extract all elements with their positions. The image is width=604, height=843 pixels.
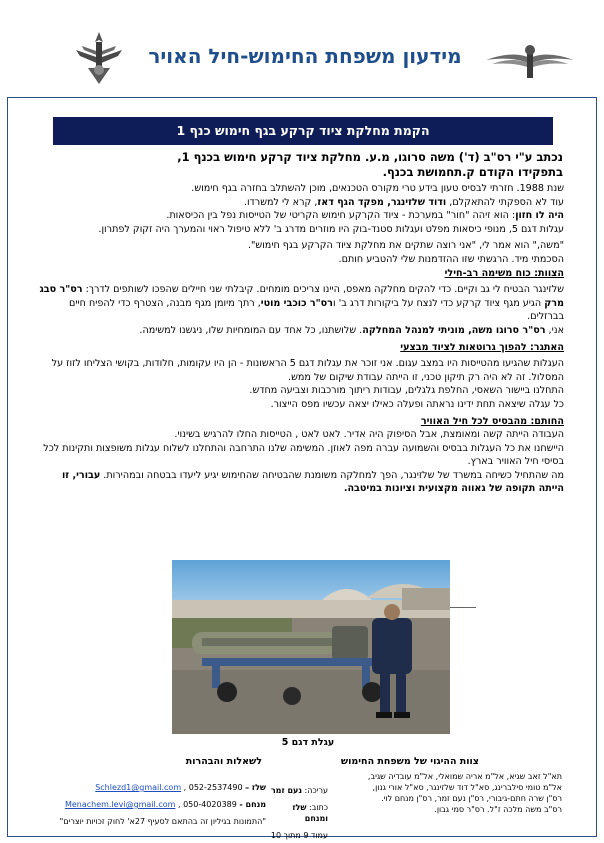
text: הגיע מגף ציוד קרקע כדי לנצח על ביקורות דרג ב' ו — [332, 297, 545, 309]
paragraph — [34, 209, 564, 223]
text: : הוא זיהה "חור" במערכת - ציוד הקרקע חימוש הקריטי של הטייסות נפל בין הכיסאות. — [166, 210, 516, 222]
contact-name: שלז – — [245, 783, 266, 792]
paragraph: הסכמתי מיד. הרגשתי שזו ההזדמנות שלי להטביע חותם. — [338, 253, 564, 265]
paragraph: העגלות שהגיעו מהטייסות היו במצב עגום. אני זוכר את עגלות דגם 5 הראשונות - הן היו עקומות, חלודות, בקושי הצליחו לזוז על המסלול. זה לא היה רק תיקון טכני, זו הייתה עבודת שיקום של ממש. — [51, 358, 564, 383]
paragraph — [34, 283, 564, 324]
paragraph: עגלות דגם 5, מנופי כיסאות מפלט ועגלות סטנד-בוק היו מוזרים מדרג ב' ללא טיפול ראוי והמערך היה זקוק לפתרון. — [98, 223, 564, 235]
paragraph: כל עגלה שיצאה תחת ידינו נראתה ופעלה כאילו יצאה עכשיו מפס הייצור. — [270, 398, 564, 410]
byline — [33, 150, 563, 180]
paragraph: העבודה הייתה קשה ומאומצת, אבל הסיפוק היה אדיר. לאט לאט , הטייסות החלו להרגיש בשינוי. — [174, 429, 564, 441]
team-line: אל"מ טומי סילברינג, סא"ל דוד שלזינגר, סא"ל אורי גנון, — [372, 783, 562, 792]
email-link[interactable]: Schlezd1@gmail.com — [95, 783, 182, 792]
text: שלזינגר הבטיח לי גב וקיים. כדי להקים מחלקה מאפס, היינו צריכים מומחים. קיבלתי שני חיילים שהפכו לשותפים לדרך: — [82, 284, 564, 296]
team-line: רס"ב משה מלכה ז"ל. רס"ר סמי גבון. — [434, 805, 562, 814]
text-bold: ודוד שלזינגר, מפקד הגף דאז — [317, 196, 447, 208]
paragraph: היישחנו את כל העגלות בבסיס והשמועה עברה מפה לאוזן. המשימה שלנו התרחבה והתחלנו לשלוח עגלות משופצות ותקינות לכל בסיסי חיל האוויר בארץ. — [43, 442, 564, 468]
text-bold: היה לו חזון — [515, 210, 564, 222]
photo-caption: עגלת דגם 5 — [281, 737, 335, 748]
text: , קרא לי למשרדו. — [243, 196, 318, 208]
section-heading: הצוות: כוח משימה רב-חילי — [444, 267, 564, 279]
section-heading: האתגר: להפוך גרוטאות לציוד מבצעי — [400, 341, 564, 353]
email-link[interactable]: Menachem.levi@gmail.com — [64, 800, 176, 809]
credit-writing — [268, 802, 328, 824]
contact-phone: 052-2537490 , — [183, 783, 243, 792]
paragraph — [34, 469, 564, 496]
contact-name: מנחם - — [239, 800, 266, 809]
text: אני, — [545, 324, 564, 336]
text-bold: רס"ר כוכבי מוטי — [260, 297, 333, 309]
section-heading: החותם: מהבסיס לכל חיל האוויר — [420, 415, 564, 427]
photo-pointer-line — [450, 607, 476, 608]
byline-line-2: בתפקידו הקודם ק.תחמושת בכנף. — [382, 165, 563, 179]
site-title: מידעון משפחת החימוש-חיל האויר — [148, 44, 462, 68]
text: עוד לא הספקתי להתאקלם, — [446, 196, 564, 208]
text: . שלושתנו, כל אחד עם המומחיות שלו, ניגשנו למשימה. — [139, 324, 363, 336]
credit-editing — [268, 785, 328, 796]
value: שלז ומנחם — [292, 803, 328, 823]
team-line: רס"ן שרה חתם-גיבורי, רס"ן נעם זמר, רס"ן מנחם לוי. — [381, 794, 562, 803]
text: מה שהתחיל כשיחה במשרד של שלזינגר, הפך למחלקה משומנת שהבטיחה שהחימוש יגיע ליעדו בבטחה ובמהירות. — [100, 469, 564, 481]
text-bold: רס"ר סבג מרק — [39, 284, 564, 309]
label: כתוב: — [309, 803, 328, 812]
paragraph: התחלנו ביישור השאסי, החלפת גלגלים, עבודות ריתוך מורכבות וצביעה מחדש. — [249, 385, 564, 397]
page-info: עמוד 9 מתוך 10 — [270, 831, 328, 840]
cart-photo — [172, 560, 450, 734]
value: נעם זמר — [270, 786, 302, 795]
text-bold: רס"ר סרוגו משה, מוניתי למנהל המחלקה — [362, 324, 546, 336]
contact-2 — [56, 799, 266, 810]
byline-line-1: נכתב ע"י רס"ב (ד') משה סרוגו, מ.ע. מחלקת ציוד קרקע חימוש בכנף 1, — [177, 150, 563, 164]
paragraph: "משה," הוא אמר לי, "אני רוצה שתקים את מחלקת ציוד הקרקע בגף חימוש". — [247, 240, 564, 252]
credits — [268, 785, 328, 841]
team-heading: צוות ההיגוי של משפחת החימוש — [340, 756, 479, 767]
iaf-emblem-icon — [70, 28, 128, 88]
ordnance-wings-icon — [484, 42, 576, 82]
contact-list — [56, 782, 266, 827]
contact-1 — [56, 782, 266, 793]
copyright-notice: "התמונות בגיליון זה בהתאם לסעיף 27א' לחוק זכויות יוצרים" — [59, 817, 266, 826]
paragraph — [34, 324, 564, 338]
team-list — [294, 771, 562, 815]
contact-phone: 050-4020389 , — [177, 800, 237, 809]
paragraph: שנת 1988. חזרתי לבסיס טעון בידע טרי מקורס הטכנאים, מוכן להשתלב בחזרה בגף חימוש. — [191, 183, 564, 194]
article-body — [34, 182, 564, 496]
article-title: הקמת מחלקת ציוד קרקע בגף חימוש כנף 1 — [53, 117, 553, 145]
header — [0, 0, 604, 92]
text-bold: עבורי, זו הייתה תקופה של גאווה מקצועית וציונות במיטבה. — [61, 469, 564, 495]
text: , רתך מיומן מגף מבנה, הצטרף כדי להפיח חיים בברזלים. — [68, 297, 564, 323]
team-line: תא"ל זאב שגיא, אל"מ אריה שמואלי, אל"מ עובדיה שגיב, — [367, 772, 562, 781]
contact-heading: לשאלות והבהרות — [185, 756, 262, 767]
label: עריכה: — [304, 786, 328, 795]
paragraph — [34, 196, 564, 210]
